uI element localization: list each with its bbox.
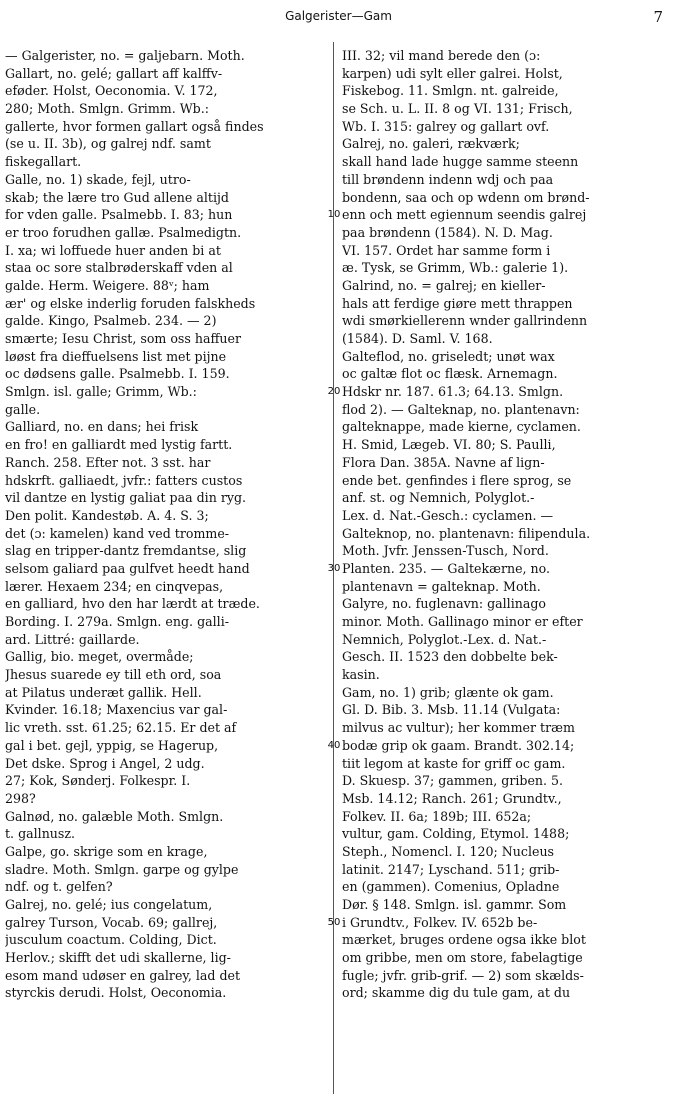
text-line: ard. Littré: gaillarde. (5, 631, 140, 647)
line-number: 50 (327, 917, 341, 929)
text-line: tiit legom at kaste for griff oc gam. (342, 755, 566, 771)
text-line: latinit. 2147; Lyschand. 511; grib- (342, 861, 560, 877)
text-line: Fiskebog. 11. Smlgn. nt. galreide, (342, 83, 559, 99)
text-line: H. Smid, Lægeb. VI. 80; S. Paulli, (342, 437, 556, 453)
text-line: Nemnich, Polyglot.-Lex. d. Nat.- (342, 631, 547, 647)
text-line: skab; the lære tro Gud allene altijd (5, 189, 229, 205)
text-line: staa oc sore stalbrøderskaff vden al (5, 260, 233, 276)
text-line: kasin. (342, 667, 380, 683)
text-line: Planten. 235. — Galtekærne, no. (342, 560, 551, 576)
text-line: flod 2). — Galteknap, no. plantenavn: (342, 401, 580, 417)
text-line: Smlgn. isl. galle; Grimm, Wb.: (5, 384, 197, 400)
text-line: — Galgerister, no. = galjebarn. Moth. (5, 48, 245, 63)
text-line: Gam, no. 1) grib; glænte ok gam. (342, 684, 554, 700)
line-number: 30 (327, 563, 341, 575)
text-line: ord; skamme dig du tule gam, at du (342, 985, 571, 1001)
text-line: lic vreth. sst. 61.25; 62.15. Er det af (5, 720, 237, 736)
text-line: gal i bet. gejl, yppig, se Hagerup, (5, 737, 219, 753)
text-line: en fro! en galliardt med lystig fartt. (5, 437, 233, 453)
text-line: 27; Kok, Sønderj. Folkespr. I. (5, 773, 191, 789)
text-line: for vden galle. Psalmebb. I. 83; hun (5, 207, 233, 223)
text-line: Herlov.; skifft det udi skallerne, lig- (5, 950, 231, 966)
text-line: Hdskr nr. 187. 61.3; 64.13. Smlgn. (342, 384, 564, 400)
text-line: Ranch. 258. Efter not. 3 sst. har (5, 454, 211, 470)
text-line: karpen) udi sylt eller galrei. Holst, (342, 65, 563, 81)
text-line: i Grundtv., Folkev. IV. 652b be- (342, 914, 538, 930)
text-line: Galrej, no. gelé; ius congelatum, (5, 897, 213, 912)
text-line: Galpe, go. skrige som en krage, (5, 843, 208, 859)
text-line: (1584). D. Saml. V. 168. (342, 331, 493, 346)
text-line: till brøndenn indenn wdj och paa (342, 171, 554, 187)
text-line: Galteknop, no. plantenavn: filipendula. (342, 525, 591, 541)
page-number: 7 (653, 8, 663, 26)
text-line: enn och mett egiennum seendis galrej (342, 207, 587, 223)
text-line: Gallig, bio. meget, overmåde; (5, 649, 194, 665)
text-line: 298? (5, 790, 36, 806)
text-line: vil dantze en lystig galiat paa din ryg. (5, 490, 247, 506)
text-line: ende bet. genfindes i flere sprog, se (342, 472, 572, 488)
text-line: skall hand lade hugge samme steenn (342, 154, 579, 170)
text-line: Gesch. II. 1523 den dobbelte bek- (342, 649, 558, 665)
text-line: VI. 157. Ordet har samme form i (342, 242, 551, 258)
text-line: Gallart, no. gelé; gallart aff kalffv- (5, 65, 223, 81)
text-line: fiskegallart. (5, 154, 82, 170)
text-line: bodæ grip ok gaam. Brandt. 302.14; (342, 737, 575, 753)
text-line: t. gallnusz. (5, 826, 76, 842)
left-column (5, 47, 327, 1002)
text-line: Galrej, no. galeri, rækværk; (342, 136, 520, 152)
text-line: minor. Moth. Gallinago minor er efter (342, 614, 583, 629)
text-line: eføder. Holst, Oeconomia. V. 172, (5, 83, 218, 99)
text-line: Jhesus suarede ey till eth ord, soa (5, 667, 222, 683)
text-line: galde. Kingo, Psalmeb. 234. — 2) (5, 313, 217, 329)
text-line: det (ɔ: kamelen) kand ved tromme- (5, 525, 230, 541)
text-line: ær' og elske inderlig foruden falskheds (5, 295, 256, 311)
line-number: 40 (327, 740, 341, 752)
text-line: esom mand udøser en galrey, lad det (5, 967, 241, 983)
text-line: Galnød, no. galæble Moth. Smlgn. (5, 808, 224, 824)
text-line: styrckis derudi. Holst, Oeconomia. (5, 985, 227, 1001)
line-number: 20 (327, 386, 341, 398)
text-line: anf. st. og Nemnich, Polyglot.- (342, 490, 535, 506)
text-line: III. 32; vil mand berede den (ɔ: (342, 48, 541, 63)
text-line: hdskrft. galliaedt, jvfr.: fatters custos (5, 472, 243, 488)
line-number: 10 (327, 209, 341, 221)
text-line: wdi smørkiellerenn wnder gallrindenn (342, 313, 588, 329)
text-line: galteknappe, made kierne, cyclamen. (342, 419, 581, 435)
text-line: sladre. Moth. Smlgn. garpe og gylpe (5, 861, 239, 877)
text-line: vultur, gam. Colding, Etymol. 1488; (342, 826, 570, 842)
text-line: selsom galiard paa gulfvet heedt hand (5, 560, 250, 576)
text-line: Kvinder. 16.18; Maxencius var gal- (5, 702, 228, 718)
text-line: Den polit. Kandestøb. A. 4. S. 3; (5, 507, 209, 523)
text-line: at Pilatus underæt gallik. Hell. (5, 684, 202, 700)
text-line: 280; Moth. Smlgn. Grimm. Wb.: (5, 101, 209, 117)
text-line: æ. Tysk, se Grimm, Wb.: galerie 1). (342, 260, 569, 276)
text-line: galrey Turson, Vocab. 69; gallrej, (5, 914, 218, 930)
text-line: bondenn, saa och op wdenn om brønd- (342, 189, 590, 205)
text-line: mærket, bruges ordene ogsa ikke blot (342, 932, 586, 948)
text-line: galle. (5, 401, 41, 417)
text-line: paa brøndenn (1584). N. D. Mag. (342, 224, 553, 240)
text-line: Dør. § 148. Smlgn. isl. gammr. Som (342, 897, 567, 912)
right-column (342, 47, 667, 1002)
text-line: I. xa; wi loffuede huer anden bi at (5, 242, 221, 258)
text-line: Galle, no. 1) skade, fejl, utro- (5, 171, 191, 187)
text-line: en (gammen). Comenius, Opladne (342, 879, 560, 895)
text-line: smærte; Iesu Christ, som oss haffuer (5, 331, 242, 346)
text-line: Det dske. Sprog i Angel, 2 udg. (5, 755, 205, 771)
text-line: ndf. og t. gelfen? (5, 879, 113, 895)
text-line: Wb. I. 315: galrey og gallart ovf. (342, 118, 550, 134)
text-line: D. Skuesp. 37; gammen, griben. 5. (342, 773, 564, 789)
text-line: Galliard, no. en dans; hei frisk (5, 419, 199, 435)
text-line: jusculum coactum. Colding, Dict. (5, 932, 217, 948)
text-line: Bording. I. 279a. Smlgn. eng. galli- (5, 614, 229, 629)
text-line: Msb. 14.12; Ranch. 261; Grundtv., (342, 790, 562, 806)
text-line: Galyre, no. fuglenavn: gallinago (342, 596, 546, 612)
text-line: Folkev. II. 6a; 189b; III. 652a; (342, 808, 532, 824)
text-line: Galrind, no. = galrej; en kieller- (342, 277, 546, 293)
text-line: Gl. D. Bib. 3. Msb. 11.14 (Vulgata: (342, 702, 561, 718)
text-line: Moth. Jvfr. Jenssen-Tusch, Nord. (342, 543, 549, 559)
text-line: er troo forudhen gallæ. Psalmedigtn. (5, 224, 242, 240)
text-line: plantenavn = galteknap. Moth. (342, 578, 541, 594)
text-line: (se u. II. 3b), og galrej ndf. samt (5, 136, 211, 152)
text-line: Lex. d. Nat.-Gesch.: cyclamen. — (342, 507, 554, 523)
text-line: hals att ferdige giøre mett thrappen (342, 295, 573, 311)
text-line: milvus ac vultur); her kommer træm (342, 720, 575, 736)
text-line: Flora Dan. 385A. Navne af lign- (342, 454, 545, 470)
text-line: lærer. Hexaem 234; en cinqvepas, (5, 578, 224, 594)
text-line: Galteflod, no. griseledt; unøt wax (342, 348, 555, 364)
text-line: fugle; jvfr. grib-grif. — 2) som skælds- (342, 967, 584, 983)
text-line: en galliard, hvo den har lærdt at træde. (5, 596, 260, 612)
text-line: om gribbe, men om store, fabelagtige (342, 950, 583, 966)
text-line: slag en tripper-dantz fremdantse, slig (5, 543, 247, 559)
text-line: oc galtæ flot oc flæsk. Arnemagn. (342, 366, 558, 382)
text-line: gallerte, hvor formen gallart også findes (5, 118, 264, 134)
text-line: oc dødsens galle. Psalmebb. I. 159. (5, 366, 230, 382)
text-line: se Sch. u. L. II. 8 og VI. 131; Frisch, (342, 101, 573, 117)
text-line: Steph., Nomencl. I. 120; Nucleus (342, 843, 555, 859)
text-line: løøst fra dieffuelsens list met pijne (5, 348, 227, 364)
running-head: Galgerister—Gam (285, 9, 392, 23)
page-header (0, 8, 677, 28)
text-line: galde. Herm. Weigere. 88ᵛ; ham (5, 277, 210, 293)
